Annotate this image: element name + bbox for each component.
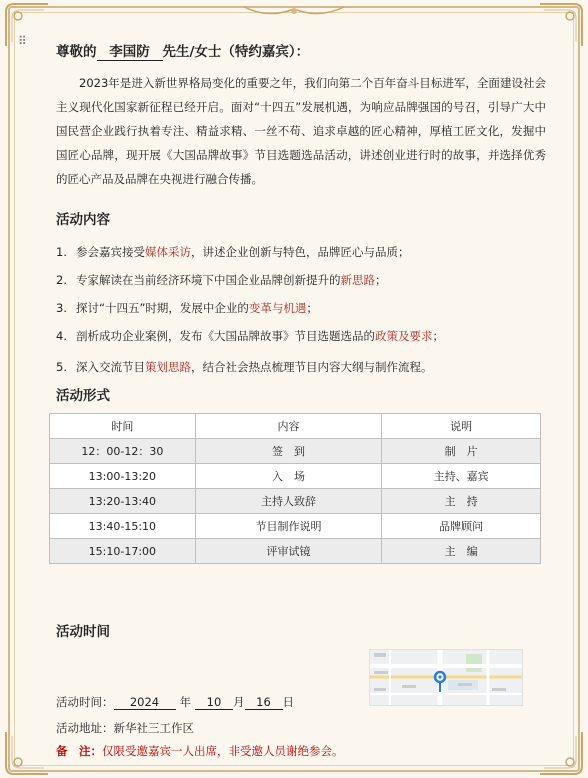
table-cell: 13:40-15:10 [50, 514, 196, 539]
list-item: 5. 深入交流节目策划思路，结合社会热点梳理节目内容大纲与制作流程。 [56, 360, 433, 374]
list-item: 4. 剖析成功企业案例，发布《大国品牌故事》节目选题选品的政策及要求； [56, 329, 444, 343]
map-image [370, 650, 522, 705]
note-label: 备 注： [56, 744, 102, 758]
table-cell: 签 到 [195, 439, 382, 464]
section-heading-time: 活动时间 [56, 624, 110, 640]
location-map[interactable] [369, 649, 523, 706]
month-unit: 月 [233, 695, 245, 709]
guest-name: 李国防 [97, 40, 163, 61]
table-row [50, 464, 541, 489]
salutation-prefix: 尊敬的 [56, 44, 97, 60]
intro-paragraph: 2023年是进入新世界格局变化的重要之年，我们向第二个百年奋斗目标进军，全面建设社会主义现代化国家新征程已经开启。面对“十四五”发展机遇，为响应品牌强国的号召，引导广大中国民营企业践行执着专注、精益求精、一丝不苟、追求卓越的匠心精神，厚植工匠文化，发掘中国匠心品牌，现开展《大国品牌故事》节目选题选品活动，讲述创业进行时的故事，并选择优秀的匠心产品及品牌在央视进行融合传播。 [56, 76, 546, 186]
address-label: 活动地址： [56, 721, 114, 735]
table-cell: 13:00-13:20 [50, 464, 196, 489]
table-cell: 入 场 [195, 464, 382, 489]
day-value: 16 [245, 695, 283, 710]
year-unit: 年 [179, 695, 191, 709]
activity-address-line [56, 720, 194, 736]
year-value: 2024 [114, 695, 176, 710]
corner-ornament-icon [538, 730, 584, 776]
schedule-table [49, 413, 541, 564]
table-cell: 15:10-17:00 [50, 539, 196, 564]
activity-content-list [56, 238, 546, 380]
list-item: 1. 参会嘉宾接受媒体采访，讲述企业创新与特色，品牌匠心与品质； [56, 245, 410, 259]
section-heading-content: 活动内容 [56, 212, 110, 228]
table-cell: 节目制作说明 [195, 514, 382, 539]
table-cell: 主 持 [382, 489, 541, 514]
top-ornament-icon [234, 3, 354, 21]
table-cell: 评审试镜 [195, 539, 382, 564]
table-cell: 13:20-13:40 [50, 489, 196, 514]
list-item: 2. 专家解读在当前经济环境下中国企业品牌创新提升的新思路； [56, 273, 387, 287]
drag-handle-icon[interactable]: ⠿ [18, 34, 26, 48]
activity-time-line [56, 694, 294, 710]
list-item: 3. 探讨“十四五”时期，发展中企业的变革与机遇； [56, 301, 318, 315]
table-cell: 主 编 [382, 539, 541, 564]
salutation-suffix: 先生/女士（特约嘉宾）： [162, 44, 310, 60]
table-row [50, 439, 541, 464]
table-header-row [50, 414, 541, 439]
table-row [50, 539, 541, 564]
corner-ornament-icon [4, 730, 50, 776]
salutation [56, 40, 309, 61]
address-value: 新华社三工作区 [113, 721, 194, 735]
table-cell: 品牌顾问 [382, 514, 541, 539]
table-header-content: 内容 [195, 414, 382, 439]
table-header-note: 说明 [382, 414, 541, 439]
table-cell: 12：00-12：30 [50, 439, 196, 464]
day-unit: 日 [282, 695, 294, 709]
table-row [50, 514, 541, 539]
section-heading-form: 活动形式 [56, 388, 110, 404]
month-value: 10 [195, 695, 233, 710]
table-row [50, 489, 541, 514]
table-cell: 制 片 [382, 439, 541, 464]
table-cell: 主持、嘉宾 [382, 464, 541, 489]
note-text: 仅限受邀嘉宾一人出席，非受邀人员谢绝参会。 [102, 744, 344, 758]
time-label: 活动时间： [56, 695, 114, 709]
corner-ornament-icon [538, 2, 584, 48]
corner-ornament-icon [4, 2, 50, 48]
table-cell: 主持人致辞 [195, 489, 382, 514]
table-header-time: 时间 [50, 414, 196, 439]
note-line [56, 743, 344, 759]
